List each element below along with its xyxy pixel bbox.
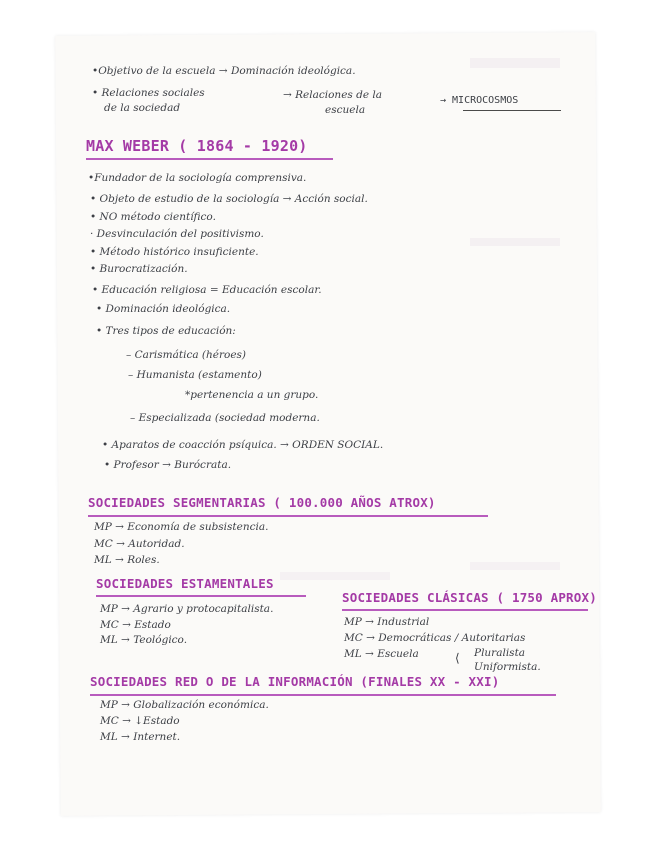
clasicas-subitem: ⟨	[455, 651, 460, 665]
segmentarias-item: ML → Roles.	[94, 554, 160, 566]
red-underline	[90, 694, 556, 696]
red-item: MC → ↓Estado	[100, 715, 180, 727]
objective-line: •Objetivo de la escuela → Dominación ideológica.	[92, 65, 356, 77]
weber-item: • Profesor → Burócrata.	[104, 459, 232, 471]
segmentarias-underline	[88, 515, 488, 517]
clasicas-item: MC → Democráticas / Autoritarias	[344, 632, 526, 644]
weber-item: • Aparatos de coacción psíquica. → ORDEN SOCIAL.	[102, 439, 384, 451]
red-heading: SOCIEDADES RED O DE LA INFORMACIÓN (FINALES XX - XXI)	[90, 674, 500, 689]
relations-line-a: • Relaciones sociales	[92, 87, 205, 99]
segmentarias-item: MC → Autoridad.	[94, 538, 185, 550]
weber-item: • Dominación ideológica.	[96, 303, 231, 315]
clasicas-subitem: Uniformista.	[474, 661, 541, 673]
weber-item: • NO método científico.	[90, 211, 216, 223]
relations-line-b: de la sociedad	[104, 102, 181, 114]
clasicas-item: ML → Escuela	[344, 648, 419, 660]
education-type-note: *pertenencia a un grupo.	[185, 389, 319, 401]
red-item: ML → Internet.	[100, 731, 181, 743]
weber-item: • Educación religiosa = Educación escolar.	[92, 284, 322, 296]
relations-line-c: → Relaciones de la	[283, 89, 383, 101]
clasicas-subitem: Pluralista	[474, 647, 526, 659]
estamentales-item: MP → Agrario y protocapitalista.	[100, 603, 274, 615]
weber-item: • Burocratización.	[90, 263, 188, 275]
bleed-through-mark	[470, 562, 560, 570]
bleed-through-mark	[280, 572, 390, 580]
clasicas-item: MP → Industrial	[344, 616, 430, 628]
education-type: – Humanista (estamento)	[128, 369, 262, 381]
education-type: – Carismática (héroes)	[126, 349, 247, 361]
bleed-through-mark	[470, 238, 560, 246]
segmentarias-heading: SOCIEDADES SEGMENTARIAS ( 100.000 AÑOS ATROX)	[88, 495, 436, 510]
weber-item: · Desvinculación del positivismo.	[90, 228, 264, 240]
education-type: – Especializada (sociedad moderna.	[130, 412, 320, 424]
clasicas-underline	[342, 609, 588, 611]
estamentales-item: MC → Estado	[100, 619, 171, 631]
weber-item: • Método histórico insuficiente.	[90, 246, 259, 258]
bleed-through-mark	[470, 58, 560, 68]
segmentarias-item: MP → Economía de subsistencia.	[94, 521, 269, 533]
estamentales-heading: SOCIEDADES ESTAMENTALES	[96, 576, 274, 591]
estamentales-item: ML → Teológico.	[100, 634, 188, 646]
weber-item: • Tres tipos de educación:	[96, 325, 236, 337]
red-item: MP → Globalización económica.	[100, 699, 269, 711]
weber-item: • Objeto de estudio de la sociología → Acción social.	[90, 193, 368, 205]
weber-item: •Fundador de la sociología comprensiva.	[88, 172, 307, 184]
microcosmos-label: → MICROCOSMOS	[440, 95, 519, 106]
estamentales-underline	[96, 595, 306, 597]
max-weber-underline	[86, 158, 333, 160]
relations-line-d: escuela	[325, 104, 366, 116]
max-weber-heading: MAX WEBER ( 1864 - 1920)	[86, 137, 308, 155]
clasicas-heading: SOCIEDADES CLÁSICAS ( 1750 APROX)	[342, 590, 597, 605]
microcosmos-underline	[463, 110, 561, 111]
